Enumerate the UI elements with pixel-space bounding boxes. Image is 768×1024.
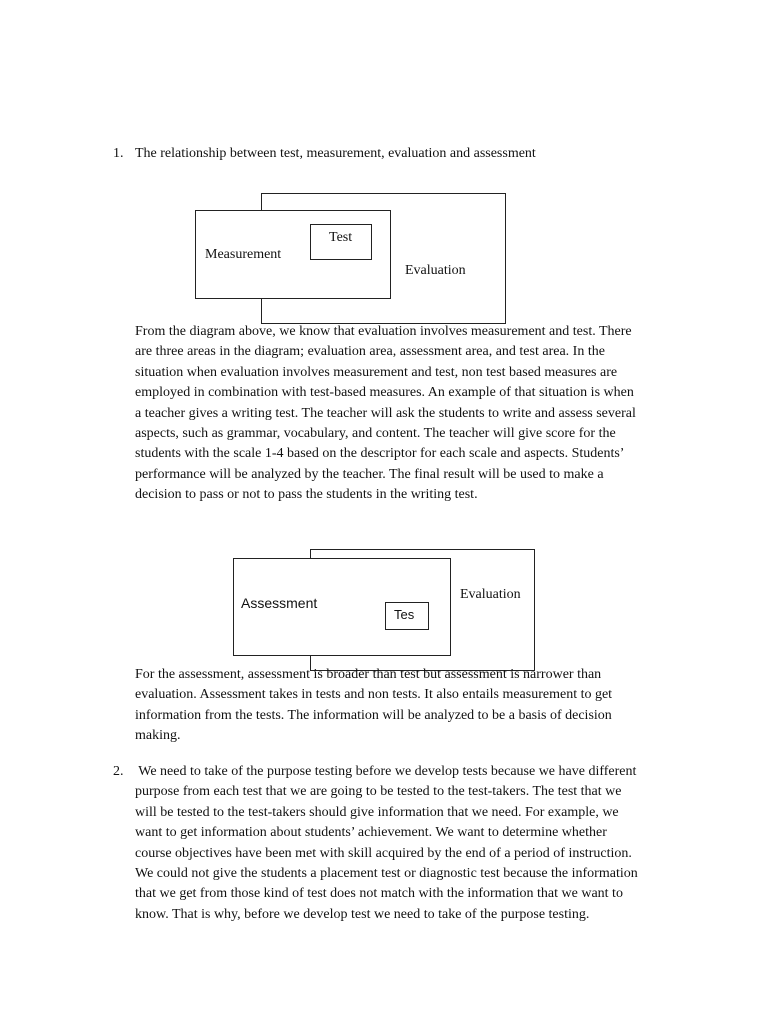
text-line: course objectives have been met with skill acquired by the end of a period of instruction.: [135, 845, 632, 861]
text-line: situation when evaluation involves measurement and test, non test based measures are: [135, 364, 618, 380]
text-line: decision to pass or not to pass the students in the writing test.: [135, 487, 478, 503]
text-line: know. That is why, before we develop test we need to take of the purpose testing.: [135, 906, 590, 922]
text-line: We need to take of the purpose testing before we develop tests because we have different: [135, 764, 637, 779]
text-line: We could not give the students a placement test or diagnostic test because the information: [135, 866, 638, 882]
list-number: 2.: [113, 764, 124, 779]
text-line: performance will be analyzed by the teacher. The final result will be used to make a: [135, 466, 604, 482]
text-line: that we get from those kind of test does not match with the information that we want to: [135, 886, 623, 902]
paragraph-1: [135, 322, 683, 506]
list-number: 1.: [113, 146, 124, 161]
paragraph-3: [135, 762, 683, 925]
text-line: employed in combination with test-based measures. An example of that situation is when: [135, 385, 634, 401]
text-line: purpose from each test that we are going to be tested to the test-takers. The test that we: [135, 784, 622, 800]
paragraph-2: [135, 665, 683, 747]
text-line: are three areas in the diagram; evaluation area, assessment area, and test area. In the: [135, 344, 605, 360]
evaluation-label: Evaluation: [460, 587, 521, 602]
text-line: a teacher gives a writing test. The teacher will ask the students to write and assess several: [135, 405, 636, 421]
section-heading: The relationship between test, measurement, evaluation and assessment: [135, 146, 536, 161]
evaluation-label: Evaluation: [405, 263, 466, 278]
text-line: making.: [135, 728, 181, 744]
text-line: evaluation. Assessment takes in tests and non tests. It also entails measurement to get: [135, 687, 613, 703]
text-line: will be tested to the test-takers should give information that we need. For example, we: [135, 804, 619, 820]
assessment-label: Assessment: [241, 595, 318, 611]
measurement-label: Measurement: [205, 247, 282, 262]
test-label: Test: [329, 230, 353, 245]
text-line: information from the tests. The information will be analyzed to be a basis of decision: [135, 707, 612, 723]
text-line: aspects, such as grammar, vocabulary, and content. The teacher will give score for the: [135, 426, 616, 442]
text-line: From the diagram above, we know that evaluation involves measurement and test. There: [135, 324, 632, 339]
text-line: want to get information about students’ achievement. We want to determine whether: [135, 825, 607, 841]
text-line: students with the scale 1-4 based on the descriptor for each scale and aspects. Students’: [135, 446, 625, 462]
test-label: Tes: [394, 607, 415, 622]
text-line: For the assessment, assessment is broader than test but assessment is narrower than: [135, 667, 602, 682]
